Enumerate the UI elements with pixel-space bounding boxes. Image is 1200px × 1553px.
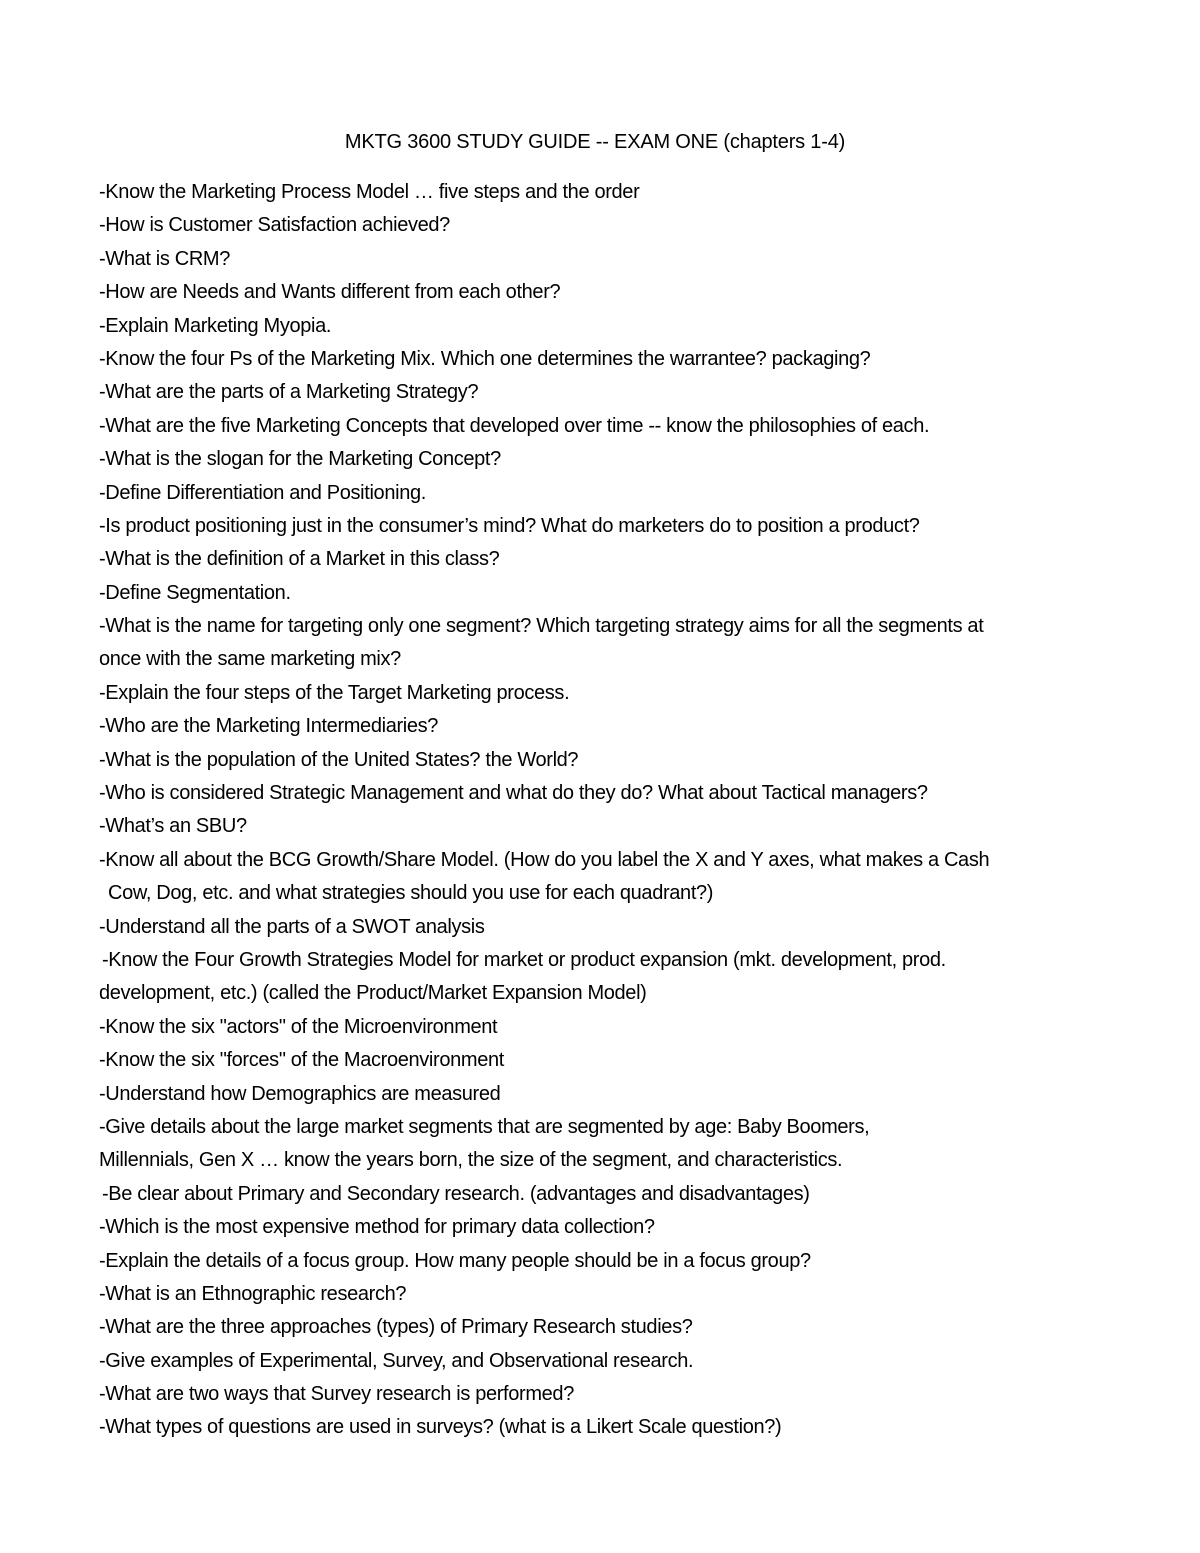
list-item: -What types of questions are used in surveys? (what is a Likert Scale question?) [99, 1416, 782, 1439]
list-item: -What are two ways that Survey research is performed? [99, 1383, 574, 1406]
list-item: -How is Customer Satisfaction achieved? [99, 214, 450, 237]
list-item-continuation: once with the same marketing mix? [99, 648, 401, 671]
list-item: -Understand how Demographics are measured [99, 1082, 501, 1105]
list-item: -Is product positioning just in the consumer’s mind? What do marketers do to position a product? [99, 514, 920, 537]
list-item: -What is the name for targeting only one segment? Which targeting strategy aims for all the segments at [99, 615, 984, 638]
list-item: -Define Differentiation and Positioning. [99, 481, 426, 504]
list-item: -What are the five Marketing Concepts that developed over time -- know the philosophies of each. [99, 414, 930, 437]
list-item: -Define Segmentation. [99, 581, 291, 604]
list-item: -Know the Four Growth Strategies Model for market or product expansion (mkt. development, prod. [102, 948, 946, 971]
list-item-continuation: Cow, Dog, etc. and what strategies should you use for each quadrant?) [108, 882, 714, 905]
list-item: -Know the six "actors" of the Microenvironment [99, 1015, 498, 1038]
list-item: -Give details about the large market segments that are segmented by age: Baby Boomers, [99, 1115, 870, 1138]
list-item-continuation: development, etc.) (called the Product/Market Expansion Model) [99, 982, 647, 1005]
page-title: MKTG 3600 STUDY GUIDE -- EXAM ONE (chapters 1-4) [344, 131, 846, 153]
list-item: -Know the four Ps of the Marketing Mix. Which one determines the warrantee? packaging? [99, 347, 871, 370]
list-item: -What’s an SBU? [99, 815, 247, 838]
list-item: -What is an Ethnographic research? [99, 1282, 407, 1305]
list-item: -Explain the details of a focus group. How many people should be in a focus group? [99, 1249, 811, 1272]
list-item: -Who is considered Strategic Management and what do they do? What about Tactical managers? [99, 782, 928, 805]
list-item: -What are the parts of a Marketing Strategy? [99, 381, 479, 404]
list-item: -What is the slogan for the Marketing Concept? [99, 448, 501, 471]
list-item: -Explain Marketing Myopia. [99, 314, 332, 337]
list-item: -Understand all the parts of a SWOT analysis [99, 915, 485, 938]
study-guide-list [99, 178, 1109, 1447]
list-item: -What is CRM? [99, 247, 231, 270]
list-item: -What is the definition of a Market in this class? [99, 548, 500, 571]
list-item: -How are Needs and Wants different from each other? [99, 281, 561, 304]
list-item: -Which is the most expensive method for primary data collection? [99, 1216, 655, 1239]
list-item: -What are the three approaches (types) of Primary Research studies? [99, 1316, 693, 1339]
list-item: -Explain the four steps of the Target Marketing process. [99, 681, 570, 704]
list-item: -Know the Marketing Process Model … five steps and the order [99, 181, 640, 203]
list-item: -Who are the Marketing Intermediaries? [99, 715, 439, 738]
list-item: -Give examples of Experimental, Survey, and Observational research. [99, 1349, 694, 1372]
list-item: -What is the population of the United States? the World? [99, 748, 579, 771]
list-item: -Know the six "forces" of the Macroenvironment [99, 1049, 504, 1072]
list-item: -Be clear about Primary and Secondary research. (advantages and disadvantages) [102, 1182, 810, 1205]
list-item-continuation: Millennials, Gen X … know the years born, the size of the segment, and characteristics. [99, 1149, 843, 1172]
list-item: -Know all about the BCG Growth/Share Model. (How do you label the X and Y axes, what makes a Cash [99, 848, 990, 871]
